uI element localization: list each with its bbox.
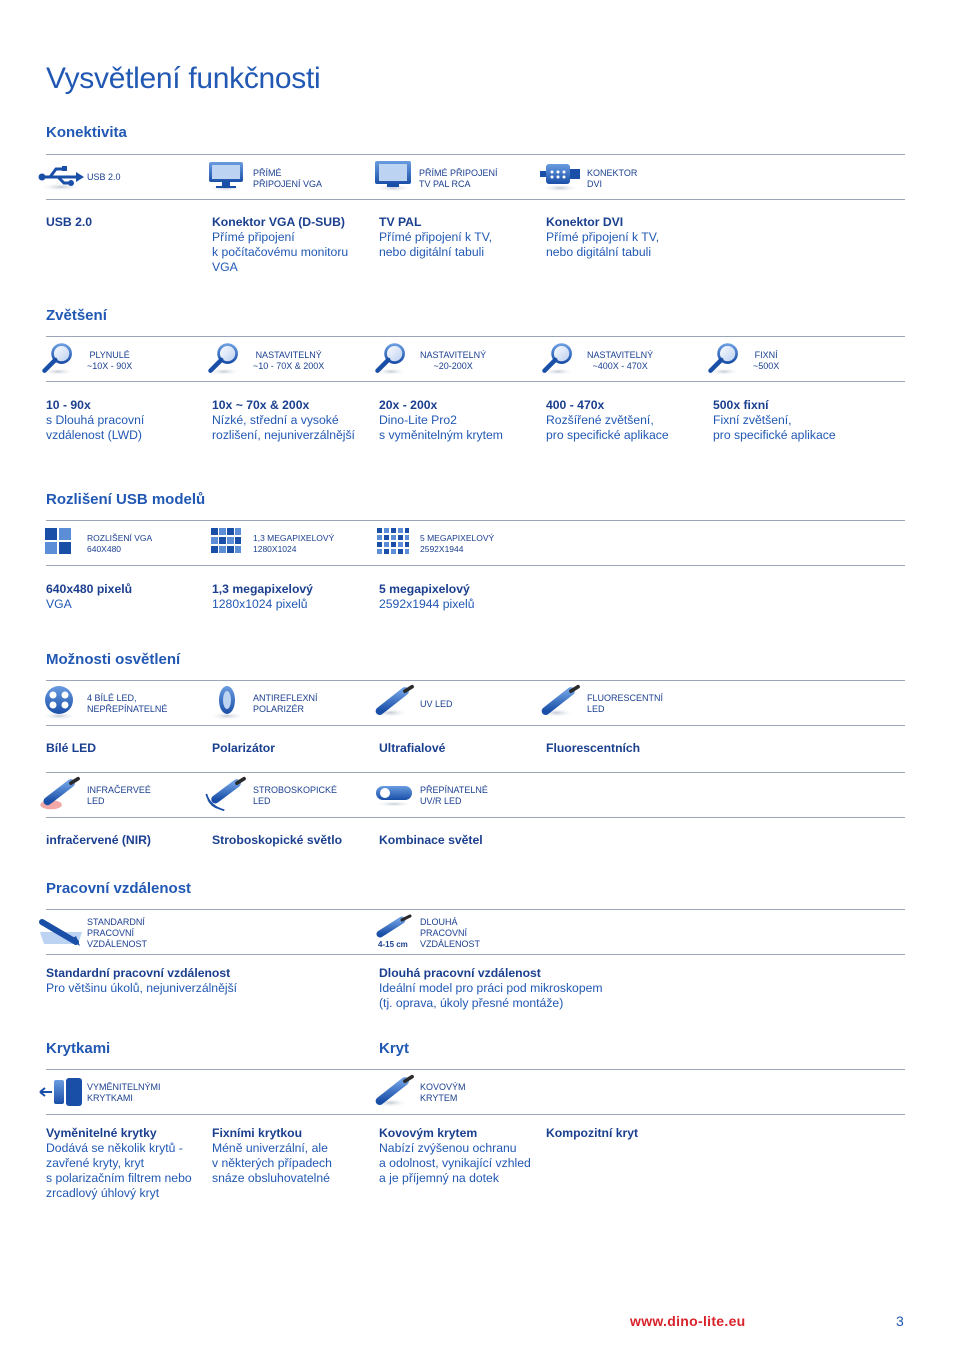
icon-label: NASTAVITELNÝ ~400X - 470X <box>587 350 654 371</box>
uv-probe-icon <box>372 684 418 720</box>
magnifier-icon <box>206 341 242 377</box>
divider <box>46 336 905 337</box>
section-heading-osvetleni: Možnosti osvětlení <box>46 651 181 668</box>
divider <box>46 909 905 910</box>
page-title: Vysvětlení funkčnosti <box>46 62 321 95</box>
tv-icon <box>373 160 413 197</box>
divider <box>46 817 905 818</box>
divider <box>46 1069 905 1070</box>
icon-label: USB 2.0 <box>87 172 121 182</box>
icon-label: PLYNULÉ ~10X - 90X <box>87 350 133 371</box>
feature-description: Dlouhá pracovní vzdálenost Ideální model pro práci pod mikroskopem (tj. oprava, úkoly přesné montáže) <box>379 966 603 1010</box>
feature-description: 640x480 pixelů VGA <box>46 582 133 611</box>
polarizer-icon <box>208 684 246 725</box>
feature-description: TV PAL Přímé připojení k TV, nebo digitální tabuli <box>379 215 493 259</box>
feature-description: Kompozitní kryt <box>546 1126 639 1140</box>
feature-description: Vyměnitelné krytky Dodává se několik krytů - zavřené kryty, kryt s polarizačním filtrem nebo zrcadlový úhlový kryt <box>46 1126 192 1200</box>
feature-description: Konektor VGA (D-SUB) Přímé připojení k počítačovému monitoru VGA <box>212 215 349 274</box>
feature-description: Fluorescentních <box>546 741 641 755</box>
feature-description: 5 megapixelový 2592x1944 pixelů <box>379 582 475 611</box>
stroboscopic-probe-icon <box>204 776 250 817</box>
icon-label: PŘÍMÉ PŘIPOJENÍ TV PAL RCA <box>419 168 498 189</box>
icon-label: NASTAVITELNÝ ~20-200X <box>420 350 487 371</box>
working-distance-icon <box>38 914 84 955</box>
metal-housing-probe-icon <box>372 1074 418 1110</box>
feature-description: Bílé LED <box>46 741 97 755</box>
monitor-icon <box>206 160 246 197</box>
icon-label: INFRAČERVEÉ LED <box>87 785 151 806</box>
toggle-switch-icon <box>374 782 414 813</box>
icon-label: NASTAVITELNÝ ~10 - 70X & 200X <box>253 350 325 371</box>
feature-description: Konektor DVI Přímé připojení k TV, nebo digitální tabuli <box>546 215 660 259</box>
infrared-probe-icon <box>38 776 84 817</box>
page-number: 3 <box>896 1313 904 1329</box>
divider <box>46 1114 905 1115</box>
feature-description: 20x - 200x Dino-Lite Pro2 s vyměnitelným krytem <box>379 398 503 442</box>
icon-label: STANDARDNÍ PRACOVNÍ VZDÁLENOST <box>87 917 148 949</box>
icon-label: ANTIREFLEXNÍ POLARIZÉR <box>253 693 318 714</box>
magnifier-icon <box>373 341 409 377</box>
section-heading-krytkami: Krytkami <box>46 1040 111 1057</box>
feature-description: 10x ~ 70x & 200x Nízké, střední a vysoké rozlišení, nejuniverzálnější <box>212 398 355 442</box>
icon-label: STROBOSKOPICKÉ LED <box>253 785 338 806</box>
feature-description: 500x fixní Fixní zvětšení, pro specifické aplikace <box>713 398 836 442</box>
divider <box>46 520 905 521</box>
feature-description: Standardní pracovní vzdálenost Pro většinu úkolů, nejuniverzálnější <box>46 966 238 995</box>
section-heading-rozliseni: Rozlišení USB modelů <box>46 491 206 508</box>
divider <box>46 954 905 955</box>
grid-4x3-icon <box>210 527 242 560</box>
divider <box>46 565 905 566</box>
feature-description: Polarizátor <box>212 741 275 755</box>
magnifier-icon <box>706 341 742 377</box>
icon-label: PŘÍMÉ PŘIPOJENÍ VGA <box>253 168 323 189</box>
divider <box>46 381 905 382</box>
magnifier-icon <box>540 341 576 377</box>
fluorescent-probe-icon <box>538 684 584 720</box>
feature-description: 400 - 470x Rozšířené zvětšení, pro specifické aplikace <box>546 398 669 442</box>
icon-label: 1,3 MEGAPIXELOVÝ 1280X1024 <box>253 533 335 554</box>
divider <box>46 772 905 773</box>
icon-label: VYMĚNITELNÝMI KRYTKAMI <box>87 1082 161 1103</box>
distance-tag: 4-15 cm <box>378 940 408 949</box>
icon-label: ROZLIŠENÍ VGA 640X480 <box>87 533 153 554</box>
section-heading-konektivita: Konektivita <box>46 124 127 141</box>
icon-label: FIXNÍ ~500X <box>753 350 780 371</box>
feature-description: 1,3 megapixelový 1280x1024 pixelů <box>212 582 313 611</box>
feature-description: infračervené (NIR) <box>46 833 151 847</box>
divider <box>46 199 905 200</box>
section-heading-zvetseni: Zvětšení <box>46 307 107 324</box>
feature-description: Ultrafialové <box>379 741 446 755</box>
grid-5x4-icon <box>376 527 410 560</box>
website-link[interactable]: www.dino-lite.eu <box>630 1313 746 1329</box>
magnifier-icon <box>40 341 76 377</box>
icon-label: UV LED <box>420 699 453 709</box>
section-heading-vzdalenost: Pracovní vzdálenost <box>46 880 192 897</box>
usb-icon <box>38 163 84 198</box>
icon-label: DLOUHÁ PRACOVNÍ VZDÁLENOST <box>420 917 481 949</box>
dvi-connector-icon <box>538 160 582 197</box>
divider <box>46 154 905 155</box>
feature-description: Stroboskopické světlo <box>212 833 343 847</box>
icon-label: 4 BÍLÉ LED, NEPŘEPÍNATELNÉ <box>87 693 168 714</box>
grid-2x2-icon <box>44 527 72 560</box>
feature-description: Kovovým krytem Nabízí zvýšenou ochranu a odolnost, vynikající vzhled a je příjemný na dotek <box>379 1126 531 1185</box>
feature-description: USB 2.0 <box>46 215 93 229</box>
icon-label: KOVOVÝM KRYTEM <box>420 1082 466 1103</box>
four-led-icon <box>40 684 78 725</box>
divider <box>46 680 905 681</box>
icon-label: 5 MEGAPIXELOVÝ 2592X1944 <box>420 533 495 554</box>
icon-label: KONEKTOR DVI <box>587 168 638 189</box>
section-heading-kryt: Kryt <box>379 1040 410 1057</box>
icon-label: FLUORESCENTNÍ LED <box>587 693 664 714</box>
divider <box>46 725 905 726</box>
interchangeable-cap-icon <box>38 1076 84 1113</box>
feature-description: 10 - 90x s Dlouhá pracovní vzdálenost (LWD) <box>46 398 145 442</box>
feature-description: Kombinace světel <box>379 833 483 847</box>
feature-description: Fixními krytkou Méně univerzální, ale v některých případech snáze obsluhovatelné <box>212 1126 332 1185</box>
icon-label: PŘEPÍNATELNÉ UV/R LED <box>420 785 488 806</box>
